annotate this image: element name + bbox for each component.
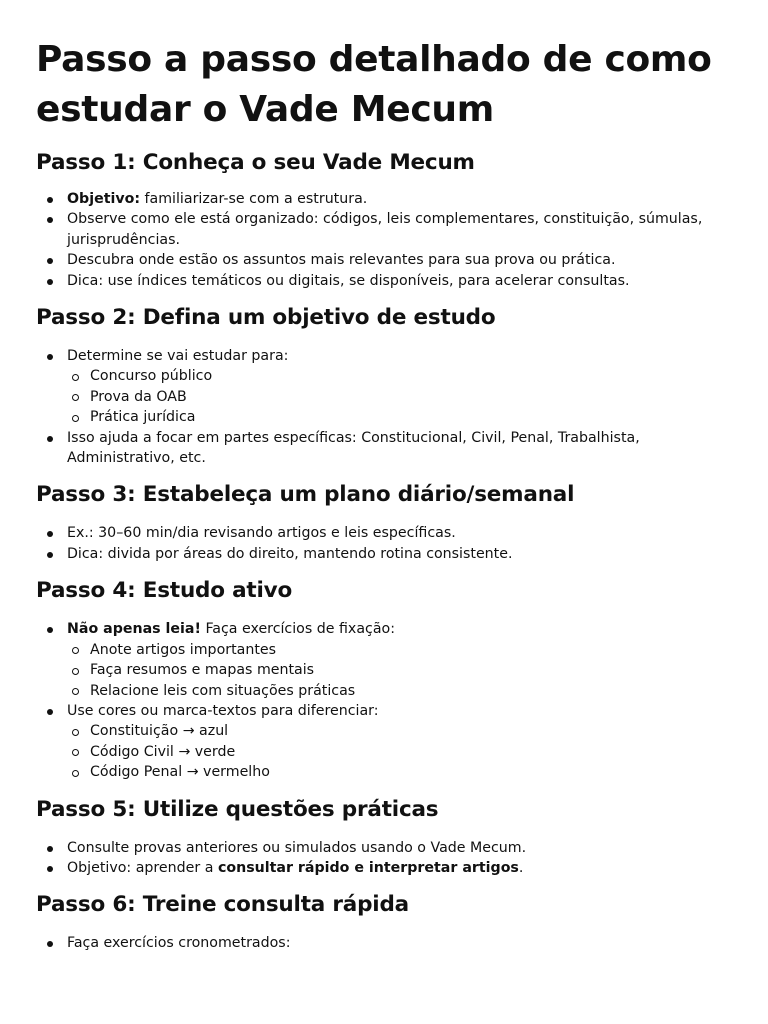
sub-list bbox=[67, 721, 736, 782]
item-text-end: . bbox=[518, 859, 524, 876]
step-4-list bbox=[36, 619, 736, 782]
step-3-list bbox=[36, 523, 736, 564]
list-item: Faça exercícios cronometrados: bbox=[36, 933, 736, 953]
list-item: Descubra onde estão os assuntos mais relevantes para sua prova ou prática. bbox=[36, 250, 736, 270]
step-6-heading: Passo 6: Treine consulta rápida bbox=[36, 892, 409, 918]
sub-list-item: Anote artigos importantes bbox=[67, 640, 736, 660]
item-text: Use cores ou marca-textos para diferenciar: bbox=[67, 702, 379, 719]
step-5-heading: Passo 5: Utilize questões práticas bbox=[36, 796, 439, 822]
list-item bbox=[36, 346, 736, 428]
step-5-list bbox=[36, 838, 736, 879]
list-item: Observe como ele está organizado: códigos, leis complementares, constituição, súmulas, jurisprudências. bbox=[36, 209, 736, 250]
step-2-list bbox=[36, 346, 736, 468]
bold-label: Objetivo: bbox=[67, 191, 141, 207]
sub-list-item: Prática jurídica bbox=[67, 407, 736, 427]
list-item bbox=[36, 701, 736, 783]
sub-list bbox=[67, 640, 736, 701]
sub-list-item: Constituição → azul bbox=[67, 721, 736, 741]
list-item: Consulte provas anteriores ou simulados usando o Vade Mecum. bbox=[36, 838, 736, 858]
list-item: Dica: divida por áreas do direito, mantendo rotina consistente. bbox=[36, 544, 736, 564]
step-1-heading: Passo 1: Conheça o seu Vade Mecum bbox=[36, 150, 475, 175]
document-page bbox=[36, 35, 736, 954]
sub-list-item: Concurso público bbox=[67, 366, 736, 386]
item-text: familiarizar-se com a estrutura. bbox=[140, 191, 368, 207]
step-3-heading: Passo 3: Estabeleça um plano diário/semanal bbox=[36, 482, 575, 508]
list-item bbox=[36, 189, 736, 209]
list-item: Dica: use índices temáticos ou digitais, se disponíveis, para acelerar consultas. bbox=[36, 271, 736, 291]
sub-list-item: Prova da OAB bbox=[67, 387, 736, 407]
step-4-heading: Passo 4: Estudo ativo bbox=[36, 578, 293, 604]
step-6-list bbox=[36, 933, 736, 953]
sub-list-item: Código Penal → vermelho bbox=[67, 762, 736, 782]
sub-list bbox=[67, 366, 736, 427]
step-1-list bbox=[36, 189, 736, 291]
list-item bbox=[36, 619, 736, 701]
sub-list-item: Relacione leis com situações práticas bbox=[67, 681, 736, 701]
list-item: Isso ajuda a focar em partes específicas: Constitucional, Civil, Penal, Trabalhista, Administrativo, etc. bbox=[36, 428, 736, 469]
bold-label: Não apenas leia! bbox=[67, 621, 201, 638]
list-item bbox=[36, 858, 736, 878]
sub-list-item: Código Civil → verde bbox=[67, 742, 736, 762]
sub-list-item: Faça resumos e mapas mentais bbox=[67, 660, 736, 680]
page-title: Passo a passo detalhado de como estudar o Vade Mecum bbox=[36, 39, 712, 130]
step-2-heading: Passo 2: Defina um objetivo de estudo bbox=[36, 305, 496, 331]
item-text: Objetivo: aprender a bbox=[67, 859, 218, 876]
list-item: Ex.: 30–60 min/dia revisando artigos e leis específicas. bbox=[36, 523, 736, 543]
bold-text: consultar rápido e interpretar artigos bbox=[217, 859, 519, 876]
item-text: Determine se vai estudar para: bbox=[67, 348, 289, 365]
item-text: Faça exercícios de fixação: bbox=[200, 621, 395, 638]
